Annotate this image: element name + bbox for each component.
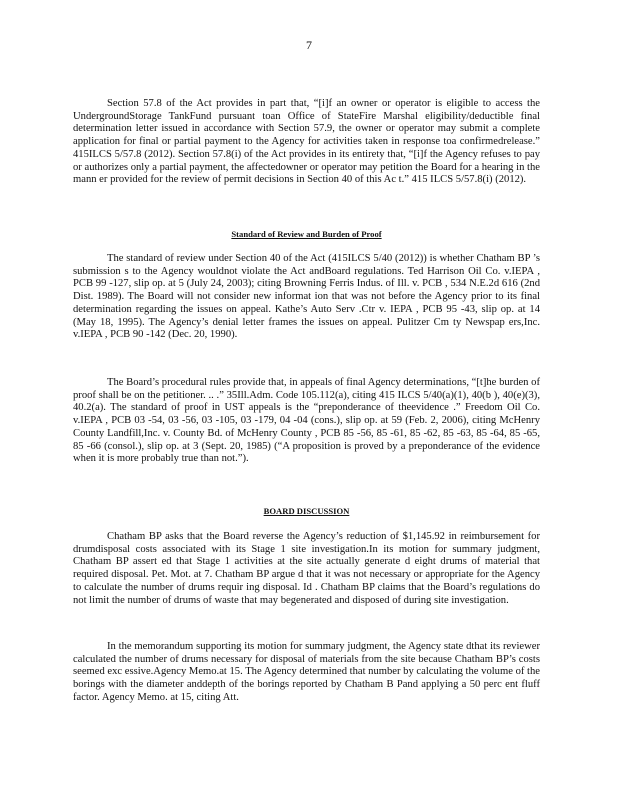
heading-standard-of-review: Standard of Review and Burden of Proof xyxy=(231,229,382,239)
paragraph-section-57-8: Section 57.8 of the Act provides in part that, “[i]f an owner or operator is eligible to access the UndergroundStorage TankFund pursuant toan Office of StateFire Marshal eligibility/deductible final determination letter issued in accordance with Section 57.9, the owner or operator may submit a complete application for final or partial payment to the Agency for activities taken in response toa confirmedrelease.” 415ILCS 5/57.8 (2012). Section 57.8(i) of the Act provides in its entirety that, “[i]f the Agency refuses to pay or authorizes only a partial payment, the affectedowner or operator may petition the Board for a hearing in the mann er provided for the review of permit decisions in Section 40 of this Ac t.” 415 ILCS 5/57.8(i) (2012). xyxy=(73,98,540,186)
paragraph-chatham-bp-request: Chatham BP asks that the Board reverse the Agency’s reduction of $1,145.92 in reimbursement for drumdisposal costs associated with its Stage 1 site investigation.In its motion for summary judgment, Chatham BP assert ed that Stage 1 activities at the site actually generate d eight drums of material that required disposal. Pet. Mot. at 7. Chatham BP argue d that it was not necessary or appropriate for the Agency to calculate the number of drums requir ing disposal. Id . Chatham BP claims that the Board’s regulations do not limit the number of drums of waste that may begenerated and disposed of during site investigation. xyxy=(73,531,540,606)
page-number: 7 xyxy=(306,38,312,52)
heading-board-discussion: BOARD DISCUSSION xyxy=(263,506,350,516)
paragraph-burden-of-proof: The Board’s procedural rules provide that, in appeals of final Agency determinations, “[t]he burden of proof shall be on the petitioner. .. .” 35Ill.Adm. Code 105.112(a), citing 415 ILCS 5/40(a)(1), 40(b ), 40(e)(3), 40.2(a). The standard of proof in UST appeals is the “preponderance of theevidence .” Freedom Oil Co. v.IEPA , PCB 03 -54, 03 -56, 03 -105, 03 -179, 04 -04 (cons.), slip op. at 59 (Feb. 2, 2006), citing McHenry County Landfill,Inc. v. County Bd. of McHenry County , PCB 85 -56, 85 -61, 85 -62, 85 -63, 85 -64, 85 -65, 85 -66 (consol.), slip op. at 3 (Sept. 20, 1985) (“A proposition is proved by a preponderance of the evidence when it is more probably true than not.”). xyxy=(73,377,540,465)
paragraph-standard-of-review: The standard of review under Section 40 of the Act (415ILCS 5/40 (2012)) is whether Chatham BP ’s submission s to the Agency wouldnot violate the Act andBoard regulations. Ted Harrison Oil Co. v.IEPA , PCB 99 -127, slip op. at 5 (July 24, 2003); citing Browning Ferris Indus. of Ill. v. PCB , 534 N.E.2d 616 (2nd Dist. 1989). The Board will not consider new informat ion that was not before the Agency prior to its final determination regarding the issues on appeal. Kathe’s Auto Serv .Ctr v. IEPA , PCB 95 -43, slip op. at 14 (May 18, 1995). The Agency’s denial letter frames the issues on appeal. Pulitzer Cm ty Newspap ers,Inc. v.IEPA , PCB 90 -142 (Dec. 20, 1990). xyxy=(73,253,540,341)
paragraph-agency-memorandum: In the memorandum supporting its motion for summary judgment, the Agency state dthat its reviewer calculated the number of drums necessary for disposal of materials from the site because Chatham BP’s costs seemed exc essive.Agency Memo.at 15. The Agency determined that number by calculating the volume of the borings with the diameter anddepth of the borings reported by Chatham B Pand applying a 50 perc ent fluff factor. Agency Memo. at 15, citing Att. xyxy=(73,641,540,703)
